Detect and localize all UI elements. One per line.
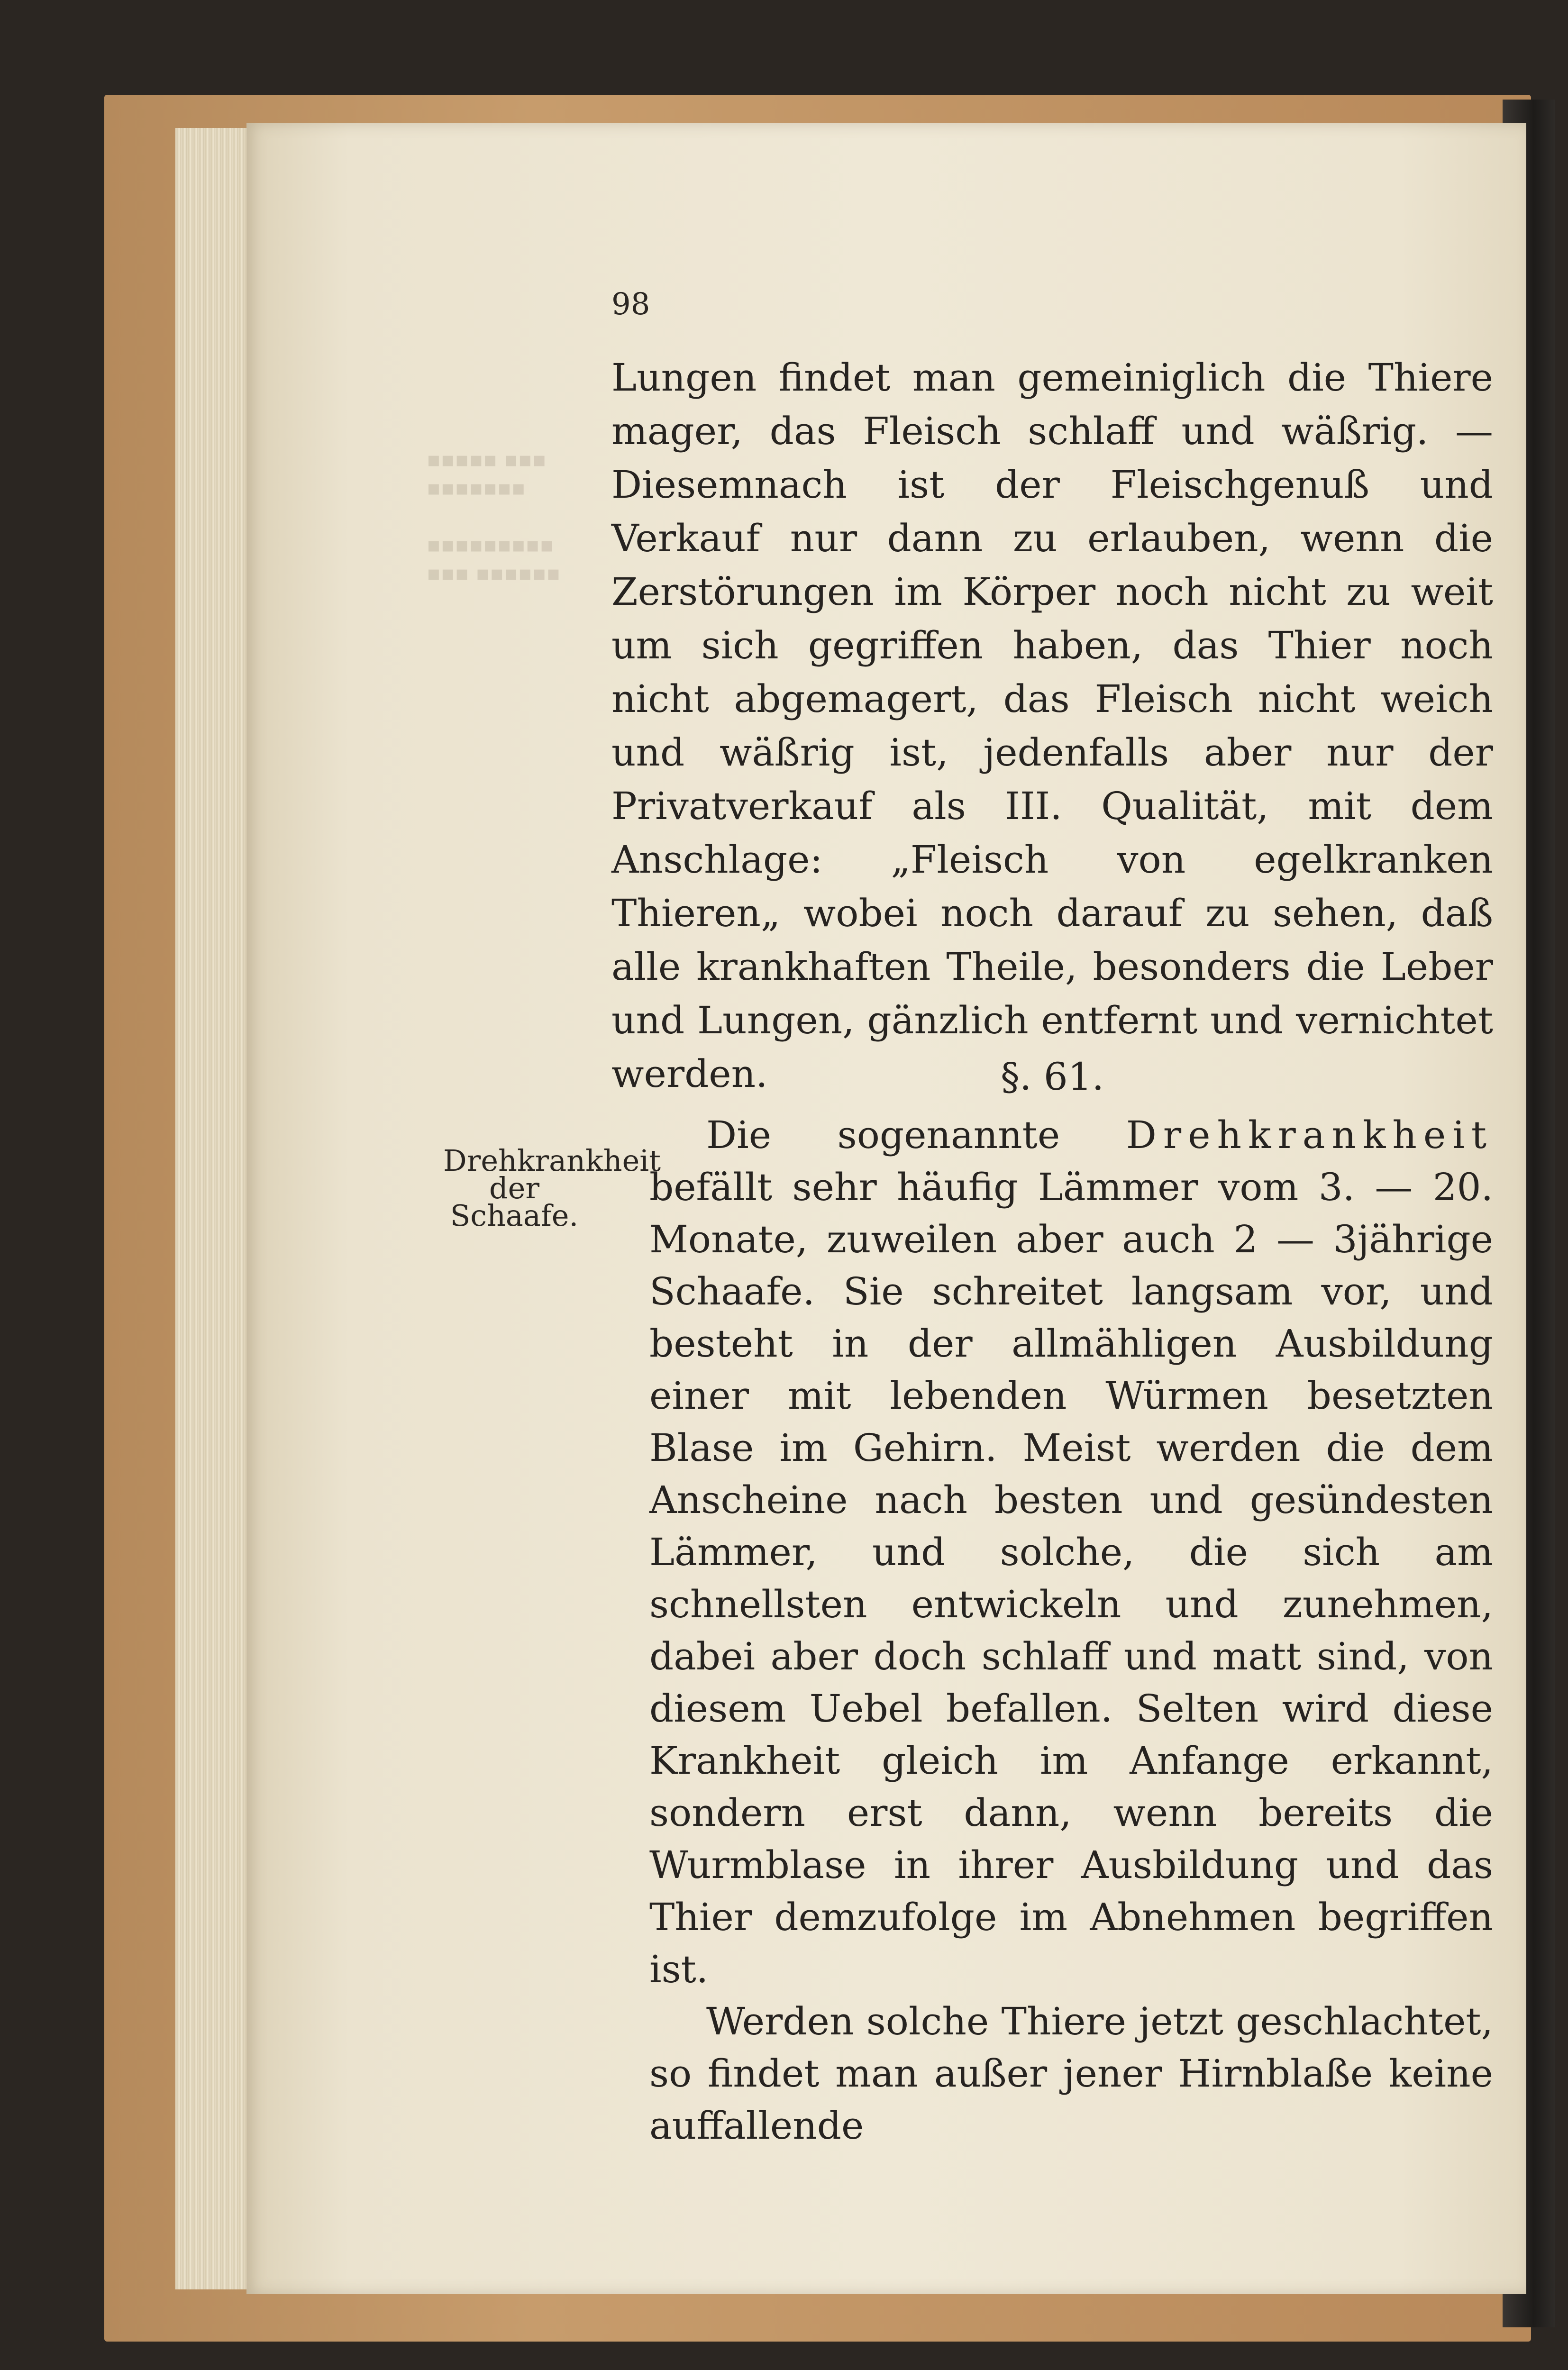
paragraph-body xyxy=(649,1109,1493,1996)
paragraph-last: Werden solche Thiere jetzt geschlachtet, so findet man außer jener Hirnblaße keine auffallende xyxy=(649,1999,1493,2148)
section-heading: §. 61. xyxy=(1000,1055,1104,1099)
page-number: 98 xyxy=(611,287,650,322)
paragraph-continuation: Lungen findet man gemeiniglich die Thiere mager, das Fleisch schlaff und wäßrig. — Diesemnach ist der Fleischgenuß und Verkauf nur dann zu erlauben, wenn die Zerstörungen im Körper noch nicht zu weit um sich gegriffen haben, das Thier noch nicht abgemagert, das Fleisch nicht weich und wäßrig ist, jedenfalls aber nur der Privatverkauf als III. Qualität, mit dem Anschlage: „Fleisch von egelkranken Thieren„ wobei noch darauf zu sehen, daß alle krankhaften Theile, besonders die Leber und Lungen, gänzlich entfernt und vernichtet werden. xyxy=(611,356,1493,1096)
paragraph-intro: Die sogenannte xyxy=(706,1113,1060,1157)
paragraph-drehkrankheit xyxy=(649,1109,1493,2152)
paragraph-rest: befällt sehr häufig Lämmer vom 3. — 20. Monate, zuweilen aber auch 2 — 3jährige Schaafe. Sie schreitet langsam vor, und besteht in der allmähligen Ausbildung einer mit lebenden Würmen besetzten Blase im Gehirn. Meist werden die dem Anscheine nach besten und gesündesten Lämmer, und solche, die sich am schnellsten entwickeln und zunehmen, dabei aber doch schlaff und matt sind, von diesem Uebel befallen. Selten wird diese Krankheit gleich im Anfange erkannt, sondern erst dann, wenn bereits die Wurmblase in ihrer Ausbildung und das Thier demzufolge im Abnehmen begriffen ist. xyxy=(649,1165,1493,1991)
marginal-note: Drehkrankheit der Schaafe. xyxy=(443,1143,661,1233)
show-through-marks: ▪▪▪▪▪ ▪▪▪ ▪▪▪▪▪▪▪ ▪▪▪▪▪▪▪▪▪ ▪▪▪ ▪▪▪▪▪▪ xyxy=(427,447,561,585)
emphasized-term: Drehkrankheit xyxy=(1126,1113,1493,1157)
